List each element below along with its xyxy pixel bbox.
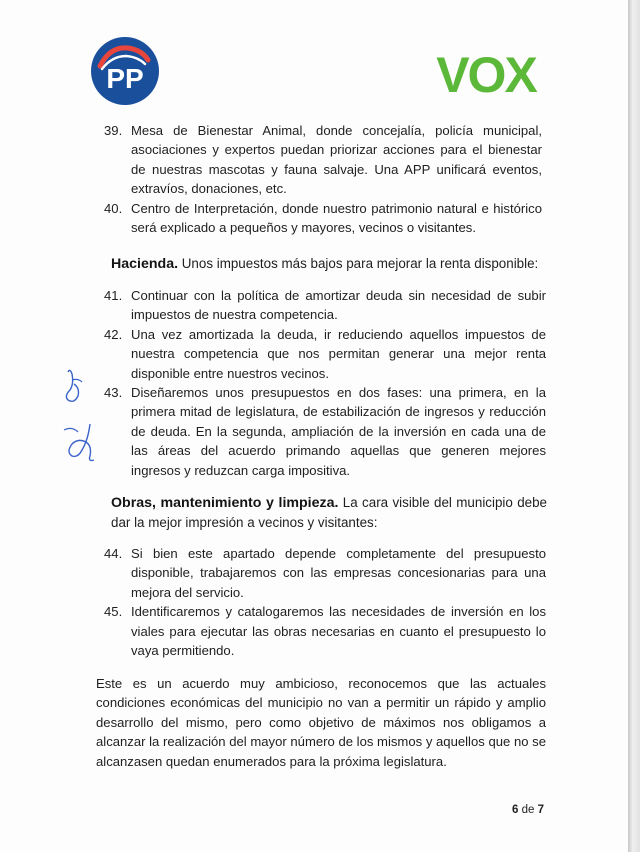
hacienda-list xyxy=(104,286,546,480)
section-title: Hacienda. xyxy=(111,256,179,272)
item-number: 42. xyxy=(104,326,123,342)
list-item xyxy=(104,325,546,383)
page-separator: de xyxy=(518,804,538,816)
item-number: 43. xyxy=(104,385,123,401)
vox-logo xyxy=(430,42,542,102)
item-text: Diseñaremos unos presupuestos en dos fases: una primera, en la primera mitad de legislatura, de estabilización de ingresos y reducción de deuda. En la segunda, ampliación de la inversión en cada una de las áreas del acuerdo primando aquellas que generen mejores ingresos y reduzcan carga impositiva. xyxy=(131,385,546,478)
hacienda-heading xyxy=(111,254,551,274)
list-item xyxy=(104,286,546,325)
page-current: 6 xyxy=(512,804,519,816)
section-subtitle: Unos impuestos más bajos para mejorar la renta disponible: xyxy=(178,256,539,271)
list-item xyxy=(104,602,546,660)
handwritten-signature xyxy=(60,360,110,470)
closing-paragraph: Este es un acuerdo muy ambicioso, reconocemos que las actuales condiciones económicas del municipio no van a permitir un rápido y amplio desarrollo del mismo, pero como objetivo de máximos nos obligamos a alcanzar la realización del mayor número de los mismos y aquellos que no se alcanzasen quedan enumerados para la próxima legislatura. xyxy=(96,676,546,769)
item-number: 39. xyxy=(104,123,123,138)
item-number: 45. xyxy=(104,604,123,620)
list-top xyxy=(104,121,542,237)
obras-heading xyxy=(111,493,547,533)
item-text: Si bien este apartado depende completamente del presupuesto disponible, trabajaremos con las empresas concesionarias para una mejora del servicio. xyxy=(131,546,546,600)
vox-logo-text: VOX xyxy=(436,47,536,102)
item-number: 41. xyxy=(104,288,123,303)
item-text: Identificaremos y catalogaremos las necesidades de inversión en los viales para ejecutar las obras necesarias en cuanto el presupuesto lo vaya permitiendo. xyxy=(131,604,546,659)
pp-logo-text: PP xyxy=(106,63,144,94)
item-number: 44. xyxy=(104,546,123,561)
section-subtitle: La cara visible del municipio debe dar la mejor impresión a vecinos y visitantes: xyxy=(111,495,547,530)
item-text: Centro de Interpretación, donde nuestro patrimonio natural e histórico será explicado a pequeños y mayores, vecinos o visitantes. xyxy=(131,200,542,236)
section-title: Obras, mantenimiento y limpieza. xyxy=(111,495,339,511)
page-number xyxy=(512,804,544,816)
obras-list xyxy=(104,544,546,660)
item-text: Una vez amortizada la deuda, ir reduciendo aquellos impuestos de nuestra competencia que nos permitan generar una mejor renta disponible entre nuestros vecinos. xyxy=(131,326,546,381)
pp-logo xyxy=(90,36,160,106)
item-text: Continuar con la política de amortizar deuda sin necesidad de subir impuestos de nuestra competencia. xyxy=(131,288,546,323)
list-item xyxy=(104,544,546,602)
list-item xyxy=(104,199,542,238)
item-number: 40. xyxy=(104,200,123,216)
page-total: 7 xyxy=(537,804,544,816)
list-item xyxy=(104,383,546,480)
list-item xyxy=(104,121,542,199)
page-edge-shadow xyxy=(628,0,640,852)
item-text: Mesa de Bienestar Animal, donde concejalía, policía municipal, asociaciones y expertos puedan priorizar acciones para el bienestar de nuestras mascotas y fauna salvaje. Una APP unificará eventos, extravíos, donaciones, etc. xyxy=(131,123,542,197)
